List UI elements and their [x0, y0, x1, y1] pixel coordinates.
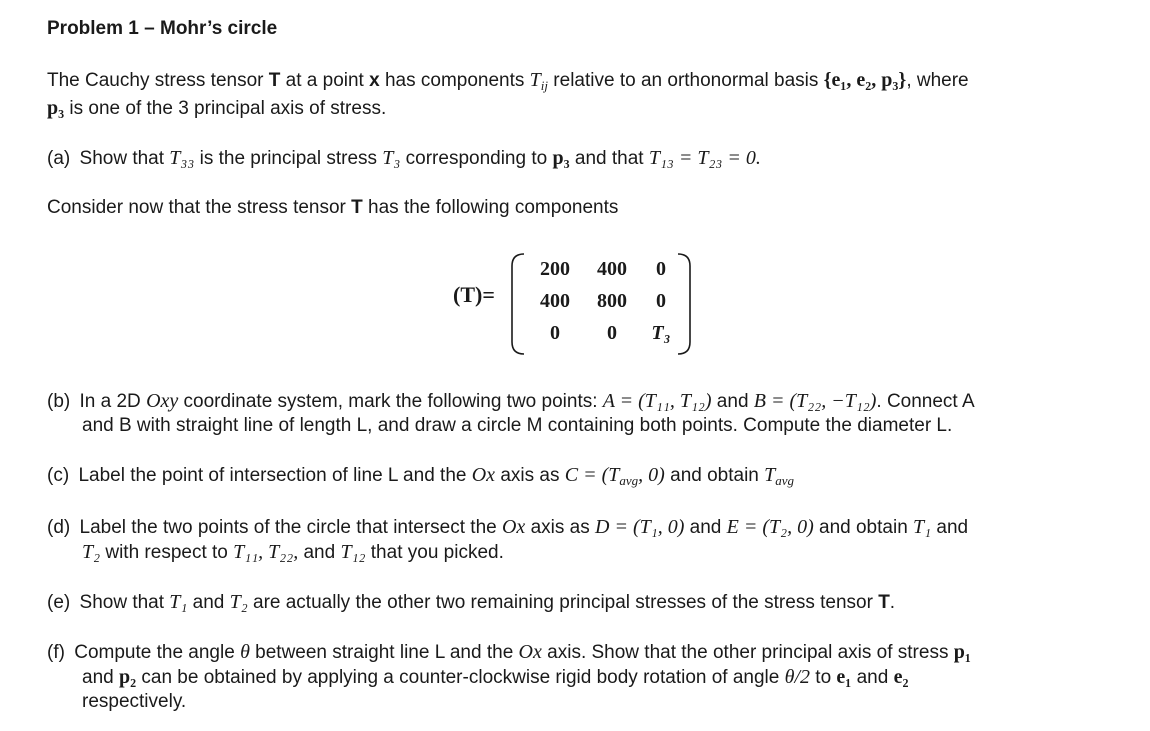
- tensor-symbol: T: [268, 70, 281, 91]
- p2-symbol: p₂: [118, 666, 137, 688]
- part-text: axis as: [525, 517, 596, 538]
- basis-set: {e₁, e₂, p₃}: [823, 69, 907, 91]
- part-text: and: [931, 517, 969, 538]
- part-text: Show that: [79, 592, 170, 613]
- part-text: axis as: [495, 465, 565, 486]
- theta-symbol: θ: [240, 641, 250, 663]
- part-d-line-2: [82, 540, 504, 565]
- part-text: corresponding to: [400, 148, 553, 169]
- point-a: A = (T₁₁, T₁₂): [602, 390, 712, 412]
- component-symbols: T₁₁, T₂₂,: [233, 541, 299, 563]
- ox-symbol: Ox: [518, 641, 542, 663]
- part-text: and: [82, 667, 119, 688]
- intro-text: is one of the 3 principal axis of stress.: [64, 98, 387, 119]
- part-f-line-1: [47, 640, 971, 665]
- stress-matrix: [450, 250, 710, 360]
- part-text: .: [889, 592, 896, 613]
- part-text: and obtain: [664, 465, 765, 486]
- intro-text: at a point: [280, 70, 370, 91]
- point-symbol: x: [369, 70, 380, 91]
- ox-symbol: Ox: [471, 464, 496, 486]
- part-text: . Connect A: [876, 391, 975, 412]
- p3-symbol: p₃: [47, 97, 65, 119]
- tensor-symbol: T: [351, 197, 363, 218]
- part-text: coordinate system, mark the following two points:: [178, 391, 603, 412]
- part-text: with respect to: [100, 542, 234, 563]
- p1-symbol: p₁: [953, 641, 971, 663]
- part-label: (b): [47, 391, 71, 412]
- part-e: [47, 590, 895, 615]
- e1-symbol: e₁: [836, 666, 852, 688]
- consider-text: [47, 196, 618, 220]
- e2-symbol: e₂: [893, 666, 909, 688]
- intro-text: has components: [379, 70, 530, 91]
- matrix-cell: 200: [540, 258, 570, 280]
- consider-part: has the following components: [362, 197, 619, 218]
- part-text: axis. Show that the other principal axis of stress: [541, 642, 954, 663]
- matrix-cell: 400: [597, 258, 627, 280]
- point-c: $C = (T_{avg}$, 0): [564, 464, 665, 488]
- tensor-symbol: T: [878, 592, 890, 613]
- point-d: D = (T₁, 0): [595, 516, 685, 538]
- part-f-line-2: [82, 665, 908, 690]
- intro-line-1: [47, 68, 969, 93]
- matrix-label: (T)=: [453, 282, 495, 307]
- part-text: Label the point of intersection of line L and the: [78, 465, 472, 486]
- part-label: (e): [47, 592, 71, 613]
- point-e: E = (T₂, 0): [726, 516, 814, 538]
- intro-text: The Cauchy stress tensor: [47, 70, 269, 91]
- point-b: B = (T₂₂, −T₁₂): [753, 390, 877, 412]
- tavg-symbol: $T_{avg}$: [764, 464, 795, 488]
- part-text: to: [810, 667, 837, 688]
- part-text: is the principal stress: [194, 148, 383, 169]
- part-text: and: [851, 667, 894, 688]
- part-text: can be obtained by applying a counter-clockwise rigid body rotation of angle: [136, 667, 785, 688]
- t3-symbol: T₃: [382, 147, 401, 169]
- part-label: (c): [47, 465, 70, 486]
- part-text: and: [187, 592, 230, 613]
- equation: T₁₃ = T₂₃ = 0.: [648, 147, 761, 169]
- part-text: and obtain: [813, 517, 914, 538]
- t33-symbol: T₃₃: [169, 147, 195, 169]
- part-f-line-3: respectively.: [82, 691, 187, 712]
- part-text: and: [711, 391, 754, 412]
- part-a: [47, 146, 761, 171]
- t1-symbol: T₁: [913, 516, 932, 538]
- matrix-cell: T₃: [651, 322, 671, 344]
- ox-symbol: Ox: [501, 516, 526, 538]
- intro-line-2: [47, 96, 386, 121]
- t12-symbol: T₁₂: [340, 541, 366, 563]
- matrix-cell: 0: [656, 258, 666, 280]
- part-text: and that: [569, 148, 649, 169]
- matrix-cell: 0: [656, 290, 666, 312]
- consider-part: Consider now that the stress tensor: [47, 197, 352, 218]
- t1-symbol: T₁: [169, 591, 188, 613]
- intro-text: , where: [906, 70, 969, 91]
- matrix-cell: 800: [597, 290, 627, 312]
- t2-symbol: T₂: [229, 591, 248, 613]
- part-c: [47, 463, 794, 488]
- half-angle-symbol: θ/2: [784, 666, 811, 688]
- part-text: and: [684, 517, 727, 538]
- tij-symbol: $T_{ij}$: [529, 69, 549, 93]
- part-text: that you picked.: [365, 542, 504, 563]
- intro-text: relative to an orthonormal basis: [548, 70, 824, 91]
- part-b-line-2: and B with straight line of length L, and draw a circle M containing both points. Compute the diameter L.: [82, 415, 953, 436]
- part-d-line-1: [47, 515, 968, 540]
- part-text: Label the two points of the circle that intersect the: [79, 517, 502, 538]
- part-text: Show that: [79, 148, 170, 169]
- part-text: are actually the other two remaining principal stresses of the stress tensor: [247, 592, 879, 613]
- part-text: between straight line L and the: [249, 642, 519, 663]
- part-label: (a): [47, 148, 71, 169]
- part-b-line-1: [47, 389, 975, 414]
- matrix-cell: 400: [540, 290, 570, 312]
- oxy-symbol: Oxy: [146, 390, 179, 412]
- t2-symbol: T₂: [82, 541, 101, 563]
- page-title: Problem 1 – Mohr’s circle: [47, 18, 278, 39]
- part-text: Compute the angle: [74, 642, 241, 663]
- part-text: and: [298, 542, 341, 563]
- p3-symbol: p₃: [552, 147, 570, 169]
- part-text: In a 2D: [79, 391, 147, 412]
- matrix-cell: 0: [550, 322, 560, 344]
- matrix-cell: 0: [607, 322, 617, 344]
- part-label: (d): [47, 517, 71, 538]
- part-label: (f): [47, 642, 65, 663]
